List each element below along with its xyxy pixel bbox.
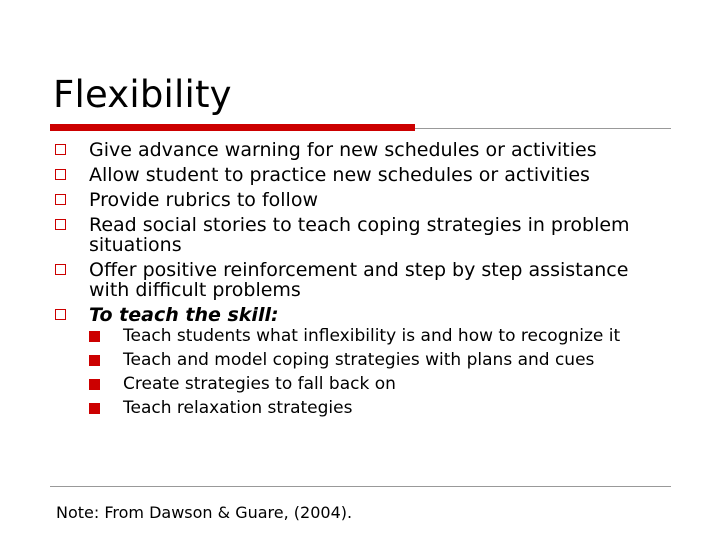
sub-bullet-text: Teach relaxation strategies [123, 398, 353, 418]
title-accent-bar [50, 124, 415, 131]
filled-square-bullet-icon [89, 379, 100, 390]
footer-divider [50, 486, 671, 487]
slide-title: Flexibility [53, 73, 232, 116]
source-note: Note: From Dawson & Guare, (2004). [56, 503, 353, 522]
bullet-item [52, 165, 672, 185]
hollow-square-bullet-icon [55, 309, 66, 320]
bullet-text: Provide rubrics to follow [89, 189, 318, 211]
sub-bullet-text: Teach and model coping strategies with plans and cues [123, 350, 595, 370]
bullet-text: Offer positive reinforcement and step by step assistance with difficult problems [89, 259, 629, 301]
filled-square-bullet-icon [89, 331, 100, 342]
bullet-item [52, 215, 672, 255]
hollow-square-bullet-icon [55, 144, 66, 155]
sub-bullet-item [89, 351, 672, 370]
bullet-text-emphasis: To teach the skill: [89, 304, 279, 326]
hollow-square-bullet-icon [55, 169, 66, 180]
bullet-text: Read social stories to teach coping strategies in problem situations [89, 214, 630, 256]
hollow-square-bullet-icon [55, 194, 66, 205]
bullet-text: Give advance warning for new schedules or activities [89, 139, 597, 161]
hollow-square-bullet-icon [55, 264, 66, 275]
bullet-item [52, 260, 672, 300]
sub-bullet-list [89, 327, 672, 418]
sub-bullet-item [89, 327, 672, 346]
bullet-text: Allow student to practice new schedules or activities [89, 164, 590, 186]
sub-bullet-text: Teach students what inflexibility is and how to recognize it [123, 326, 621, 346]
filled-square-bullet-icon [89, 403, 100, 414]
sub-bullet-item [89, 375, 672, 394]
bullet-item-teach-skill [52, 305, 672, 418]
bullet-list [52, 140, 672, 423]
bullet-item [52, 140, 672, 160]
bullet-item [52, 190, 672, 210]
sub-bullet-text: Create strategies to fall back on [123, 374, 396, 394]
hollow-square-bullet-icon [55, 219, 66, 230]
filled-square-bullet-icon [89, 355, 100, 366]
sub-bullet-item [89, 399, 672, 418]
